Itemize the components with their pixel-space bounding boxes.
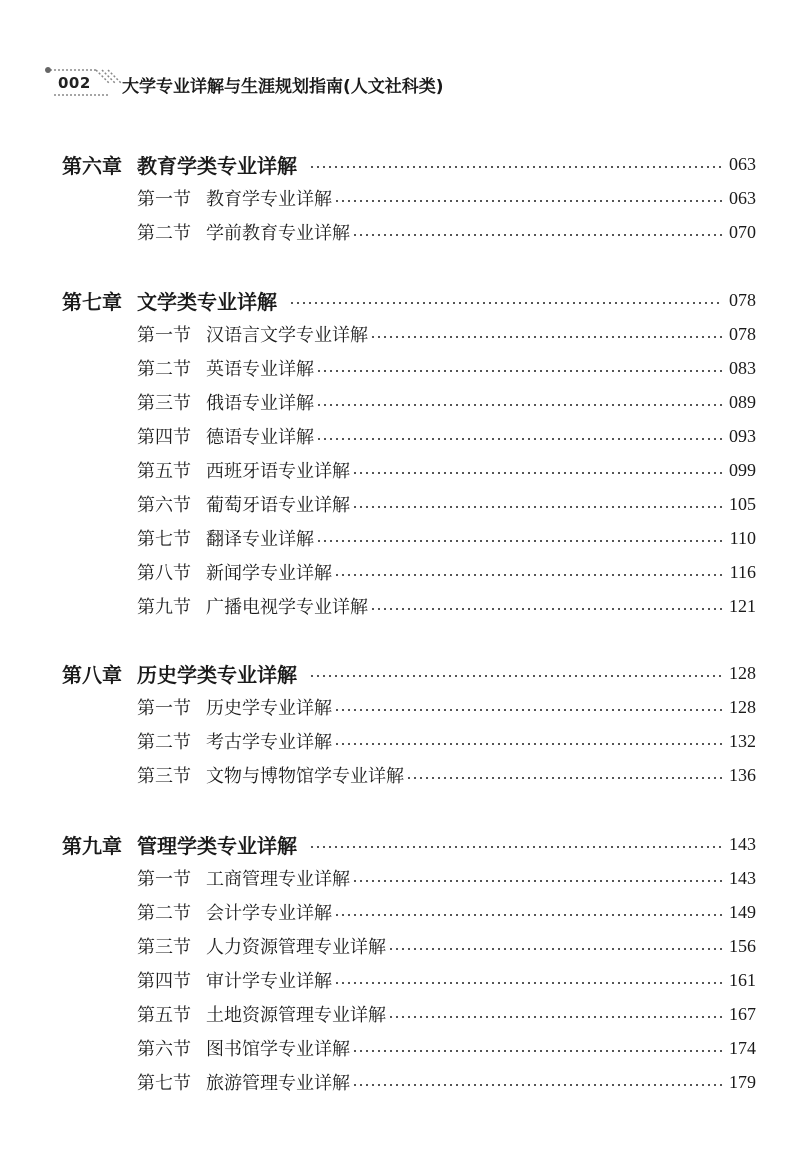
section-row[interactable] [0, 557, 800, 587]
section-label: 第一节 [137, 189, 191, 210]
page-number: 099 [729, 459, 756, 480]
page-number: 156 [729, 935, 756, 956]
section-title: 汉语言文学专业详解 [206, 325, 368, 346]
dot-leader [334, 982, 723, 984]
page-number: 110 [729, 527, 756, 548]
page-number: 128 [729, 662, 756, 683]
section-row[interactable] [0, 999, 800, 1029]
dot-leader [334, 200, 723, 202]
dot-leader [352, 1084, 723, 1086]
section-label: 第八节 [137, 563, 191, 584]
section-title: 历史学专业详解 [206, 698, 332, 719]
dot-leader [334, 574, 724, 576]
page-number: 121 [729, 595, 756, 616]
page-number: 093 [729, 425, 756, 446]
section-label: 第三节 [137, 393, 191, 414]
section-label: 第五节 [137, 1005, 191, 1026]
section-row[interactable] [0, 897, 800, 927]
page-number: 167 [729, 1003, 756, 1024]
section-title: 英语专业详解 [206, 359, 314, 380]
section-label: 第二节 [137, 732, 191, 753]
section-title: 人力资源管理专业详解 [206, 937, 386, 958]
section-label: 第七节 [137, 1073, 191, 1094]
section-title: 德语专业详解 [206, 427, 314, 448]
dot-leader [406, 777, 723, 779]
section-title: 会计学专业详解 [206, 903, 332, 924]
section-label: 第一节 [137, 869, 191, 890]
section-title: 文物与博物馆学专业详解 [206, 766, 404, 787]
page-number: 116 [729, 561, 756, 582]
dot-leader [309, 675, 723, 677]
section-title: 旅游管理专业详解 [206, 1073, 350, 1094]
section-title: 图书馆学专业详解 [206, 1039, 350, 1060]
page-number: 078 [729, 289, 756, 310]
page-number: 070 [729, 221, 756, 242]
header-page-number: 002 [58, 74, 91, 92]
section-label: 第七节 [137, 529, 191, 550]
section-row[interactable] [0, 489, 800, 519]
section-row[interactable] [0, 455, 800, 485]
dot-leader [316, 540, 724, 542]
section-row[interactable] [0, 387, 800, 417]
section-row[interactable] [0, 1067, 800, 1097]
chapter-row[interactable] [0, 829, 800, 859]
dot-leader [334, 709, 723, 711]
section-label: 第三节 [137, 937, 191, 958]
chapter-label: 第八章 [62, 662, 122, 687]
dot-leader [352, 506, 723, 508]
section-label: 第二节 [137, 903, 191, 924]
chapter-title: 管理学类专业详解 [137, 833, 297, 858]
section-row[interactable] [0, 760, 800, 790]
chapter-label: 第七章 [62, 289, 122, 314]
chapter-row[interactable] [0, 149, 800, 179]
section-title: 教育学专业详解 [206, 189, 332, 210]
page-number: 105 [729, 493, 756, 514]
page-number: 143 [729, 867, 756, 888]
page-number: 161 [729, 969, 756, 990]
section-title: 俄语专业详解 [206, 393, 314, 414]
header-book-title: 大学专业详解与生涯规划指南(人文社科类) [122, 77, 444, 97]
section-title: 新闻学专业详解 [206, 563, 332, 584]
dot-leader [316, 438, 723, 440]
section-row[interactable] [0, 183, 800, 213]
page-number: 174 [729, 1037, 756, 1058]
page-number: 149 [729, 901, 756, 922]
section-row[interactable] [0, 931, 800, 961]
page-number: 136 [729, 764, 756, 785]
page-number: 143 [729, 833, 756, 854]
section-title: 工商管理专业详解 [206, 869, 350, 890]
page-number: 078 [729, 323, 756, 344]
section-title: 学前教育专业详解 [206, 223, 350, 244]
dot-leader [370, 608, 723, 610]
page-number: 128 [729, 696, 756, 717]
page-number: 089 [729, 391, 756, 412]
dot-leader [309, 846, 723, 848]
chapter-row[interactable] [0, 285, 800, 315]
section-row[interactable] [0, 863, 800, 893]
section-label: 第四节 [137, 427, 191, 448]
page-number: 083 [729, 357, 756, 378]
section-row[interactable] [0, 591, 800, 621]
dot-leader [388, 1016, 723, 1018]
chapter-title: 历史学类专业详解 [137, 662, 297, 687]
page-number: 063 [729, 187, 756, 208]
dot-leader [309, 166, 723, 168]
section-label: 第三节 [137, 766, 191, 787]
section-label: 第五节 [137, 461, 191, 482]
section-label: 第二节 [137, 359, 191, 380]
section-label: 第四节 [137, 971, 191, 992]
chapter-label: 第六章 [62, 153, 122, 178]
chapter-title: 教育学类专业详解 [137, 153, 297, 178]
section-title: 翻译专业详解 [206, 529, 314, 550]
dot-leader [334, 743, 723, 745]
dot-leader [334, 914, 723, 916]
dot-leader [352, 472, 723, 474]
chapter-label: 第九章 [62, 833, 122, 858]
section-title: 审计学专业详解 [206, 971, 332, 992]
dot-leader [316, 370, 723, 372]
section-row[interactable] [0, 353, 800, 383]
section-row[interactable] [0, 965, 800, 995]
dot-leader [316, 404, 723, 406]
section-title: 土地资源管理专业详解 [206, 1005, 386, 1026]
section-title: 广播电视学专业详解 [206, 597, 368, 618]
running-header [44, 62, 464, 102]
section-row[interactable] [0, 319, 800, 349]
section-label: 第一节 [137, 698, 191, 719]
dot-leader [352, 1050, 723, 1052]
section-row[interactable] [0, 726, 800, 756]
section-label: 第六节 [137, 1039, 191, 1060]
section-label: 第二节 [137, 223, 191, 244]
section-row[interactable] [0, 1033, 800, 1063]
section-title: 考古学专业详解 [206, 732, 332, 753]
dot-leader [352, 234, 723, 236]
page-number: 132 [729, 730, 756, 751]
section-row[interactable] [0, 421, 800, 451]
section-row[interactable] [0, 217, 800, 247]
section-row[interactable] [0, 692, 800, 722]
chapter-row[interactable] [0, 658, 800, 688]
dot-leader [289, 302, 723, 304]
section-title: 葡萄牙语专业详解 [206, 495, 350, 516]
chapter-title: 文学类专业详解 [137, 289, 277, 314]
section-label: 第一节 [137, 325, 191, 346]
section-row[interactable] [0, 523, 800, 553]
section-label: 第六节 [137, 495, 191, 516]
page-number: 063 [729, 153, 756, 174]
section-label: 第九节 [137, 597, 191, 618]
dot-leader [370, 336, 723, 338]
section-title: 西班牙语专业详解 [206, 461, 350, 482]
page-number: 179 [729, 1071, 756, 1092]
dot-leader [388, 948, 723, 950]
dot-leader [352, 880, 723, 882]
